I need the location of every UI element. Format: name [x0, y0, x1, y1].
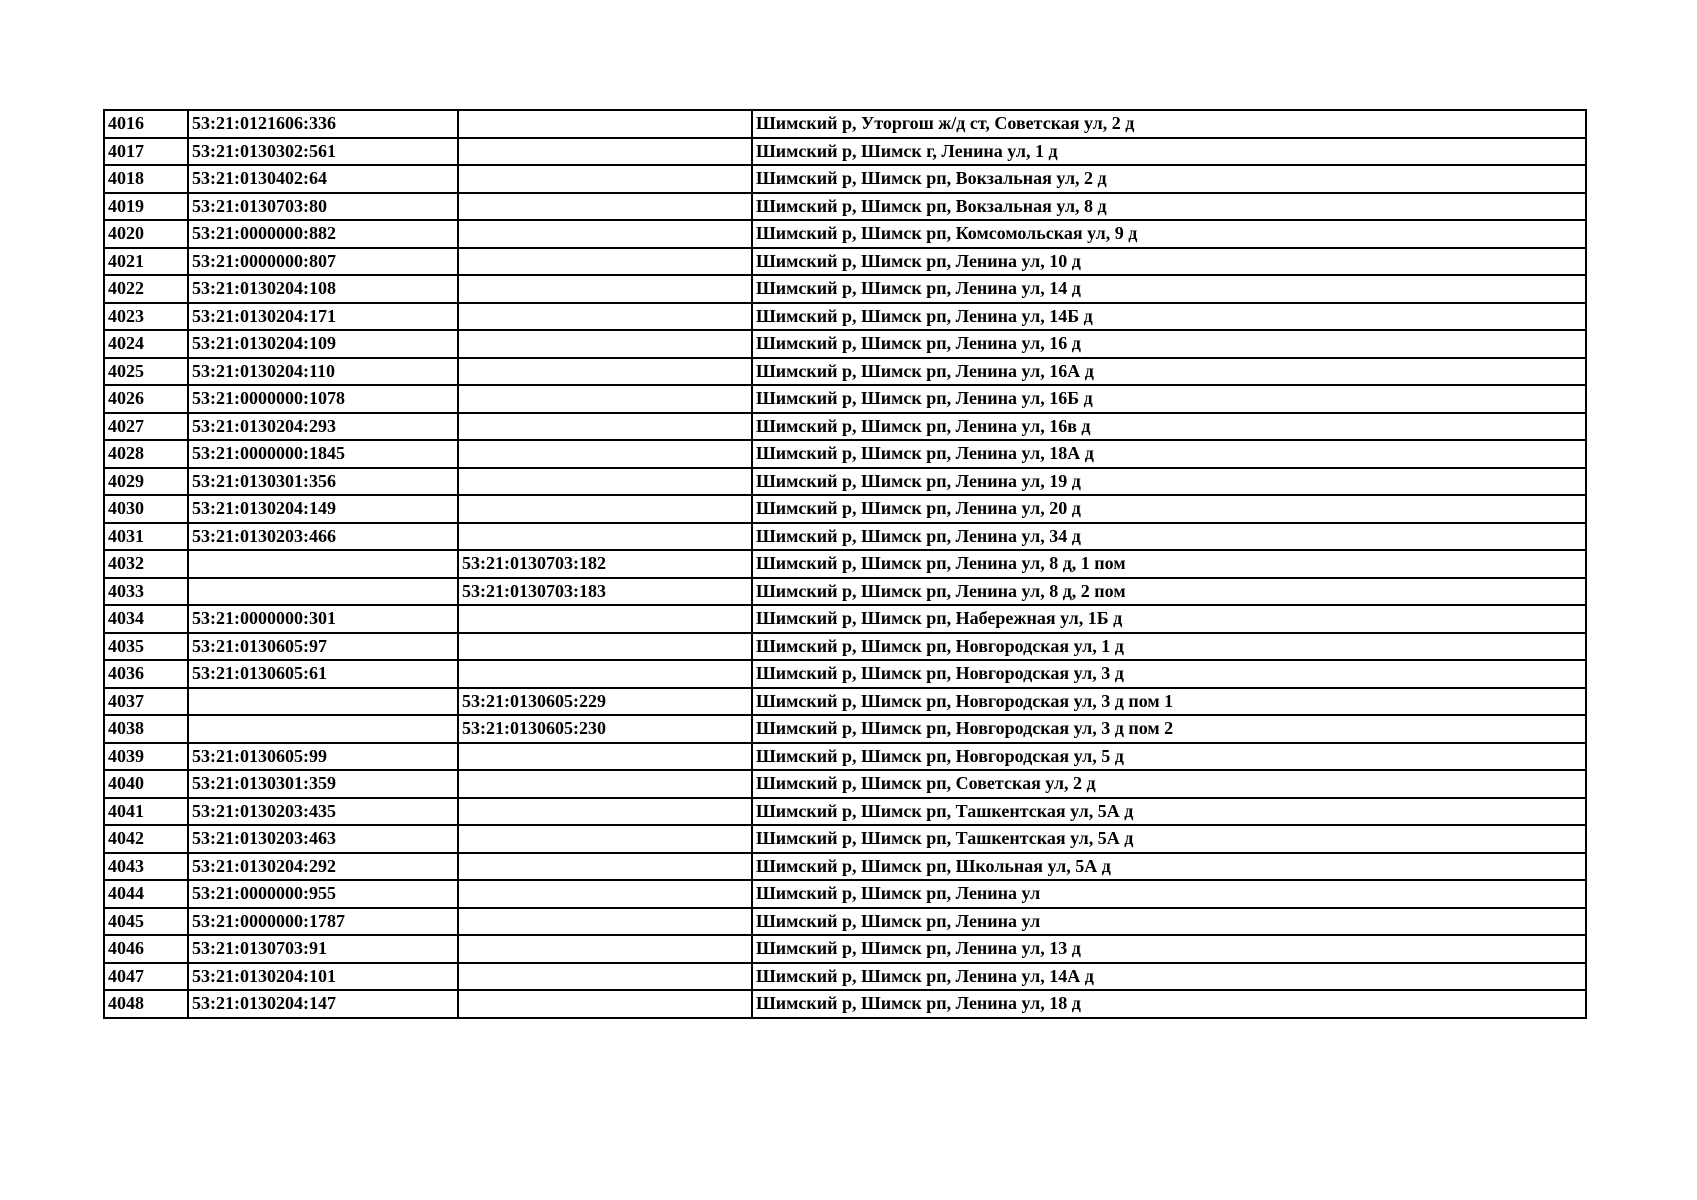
- cadastral-number-cell: 53:21:0121606:336: [188, 110, 458, 138]
- room-cadastral-number-cell: [458, 770, 752, 798]
- row-number-cell: 4018: [104, 165, 188, 193]
- cadastral-number-cell: [188, 715, 458, 743]
- address-cell: Шимский р, Шимск рп, Ленина ул, 10 д: [752, 248, 1586, 276]
- address-cell: Шимский р, Шимск рп, Комсомольская ул, 9 д: [752, 220, 1586, 248]
- cadastral-number-cell: 53:21:0130203:466: [188, 523, 458, 551]
- table-row: [104, 990, 1586, 1018]
- cadastral-number-cell: 53:21:0000000:807: [188, 248, 458, 276]
- table-row: [104, 138, 1586, 166]
- room-cadastral-number-cell: [458, 908, 752, 936]
- room-cadastral-number-cell: [458, 743, 752, 771]
- table-row: [104, 770, 1586, 798]
- row-number-cell: 4025: [104, 358, 188, 386]
- address-cell: Шимский р, Шимск рп, Ташкентская ул, 5А д: [752, 798, 1586, 826]
- room-cadastral-number-cell: 53:21:0130605:229: [458, 688, 752, 716]
- cadastral-number-cell: 53:21:0130204:147: [188, 990, 458, 1018]
- table-row: [104, 825, 1586, 853]
- row-number-cell: 4036: [104, 660, 188, 688]
- cadastral-number-cell: 53:21:0130703:80: [188, 193, 458, 221]
- address-cell: Шимский р, Шимск рп, Ленина ул, 14А д: [752, 963, 1586, 991]
- table-row: [104, 798, 1586, 826]
- table-row: [104, 165, 1586, 193]
- row-number-cell: 4019: [104, 193, 188, 221]
- cadastral-number-cell: 53:21:0130605:61: [188, 660, 458, 688]
- table-row: [104, 248, 1586, 276]
- table-row: [104, 578, 1586, 606]
- table-row: [104, 908, 1586, 936]
- table-row: [104, 220, 1586, 248]
- room-cadastral-number-cell: [458, 495, 752, 523]
- row-number-cell: 4038: [104, 715, 188, 743]
- row-number-cell: 4031: [104, 523, 188, 551]
- table-row: [104, 743, 1586, 771]
- cadastral-number-cell: [188, 688, 458, 716]
- room-cadastral-number-cell: [458, 303, 752, 331]
- row-number-cell: 4044: [104, 880, 188, 908]
- address-cell: Шимский р, Шимск рп, Ленина ул, 19 д: [752, 468, 1586, 496]
- room-cadastral-number-cell: [458, 330, 752, 358]
- cadastral-number-cell: 53:21:0000000:1845: [188, 440, 458, 468]
- address-cell: Шимский р, Шимск рп, Ленина ул, 16 д: [752, 330, 1586, 358]
- cadastral-number-cell: 53:21:0000000:1787: [188, 908, 458, 936]
- room-cadastral-number-cell: [458, 165, 752, 193]
- table-row: [104, 440, 1586, 468]
- address-cell: Шимский р, Уторгош ж/д ст, Советская ул, 2 д: [752, 110, 1586, 138]
- cadastral-number-cell: 53:21:0000000:955: [188, 880, 458, 908]
- table-row: [104, 358, 1586, 386]
- address-cell: Шимский р, Шимск рп, Новгородская ул, 3 д: [752, 660, 1586, 688]
- room-cadastral-number-cell: [458, 413, 752, 441]
- row-number-cell: 4029: [104, 468, 188, 496]
- row-number-cell: 4032: [104, 550, 188, 578]
- row-number-cell: 4035: [104, 633, 188, 661]
- room-cadastral-number-cell: [458, 275, 752, 303]
- address-cell: Шимский р, Шимск рп, Новгородская ул, 5 д: [752, 743, 1586, 771]
- address-cell: Шимский р, Шимск рп, Ленина ул, 20 д: [752, 495, 1586, 523]
- address-cell: Шимский р, Шимск рп, Школьная ул, 5А д: [752, 853, 1586, 881]
- room-cadastral-number-cell: [458, 193, 752, 221]
- row-number-cell: 4034: [104, 605, 188, 633]
- room-cadastral-number-cell: [458, 523, 752, 551]
- room-cadastral-number-cell: [458, 990, 752, 1018]
- cadastral-number-cell: 53:21:0130204:110: [188, 358, 458, 386]
- address-cell: Шимский р, Шимск рп, Ленина ул, 8 д, 2 пом: [752, 578, 1586, 606]
- row-number-cell: 4045: [104, 908, 188, 936]
- room-cadastral-number-cell: [458, 440, 752, 468]
- row-number-cell: 4016: [104, 110, 188, 138]
- room-cadastral-number-cell: [458, 798, 752, 826]
- address-cell: Шимский р, Шимск рп, Новгородская ул, 1 д: [752, 633, 1586, 661]
- room-cadastral-number-cell: [458, 358, 752, 386]
- row-number-cell: 4039: [104, 743, 188, 771]
- row-number-cell: 4020: [104, 220, 188, 248]
- table-row: [104, 633, 1586, 661]
- address-cell: Шимский р, Шимск рп, Ленина ул: [752, 880, 1586, 908]
- cadastral-number-cell: 53:21:0130204:292: [188, 853, 458, 881]
- room-cadastral-number-cell: [458, 880, 752, 908]
- table-row: [104, 330, 1586, 358]
- address-cell: Шимский р, Шимск рп, Ленина ул, 34 д: [752, 523, 1586, 551]
- cadastral-number-cell: 53:21:0130703:91: [188, 935, 458, 963]
- table-row: [104, 275, 1586, 303]
- document-page: [103, 109, 1585, 1019]
- row-number-cell: 4047: [104, 963, 188, 991]
- row-number-cell: 4042: [104, 825, 188, 853]
- cadastral-number-cell: 53:21:0130204:149: [188, 495, 458, 523]
- row-number-cell: 4030: [104, 495, 188, 523]
- room-cadastral-number-cell: [458, 963, 752, 991]
- row-number-cell: 4023: [104, 303, 188, 331]
- property-registry-table: [103, 109, 1587, 1019]
- table-row: [104, 110, 1586, 138]
- row-number-cell: 4027: [104, 413, 188, 441]
- address-cell: Шимский р, Шимск рп, Ленина ул, 16А д: [752, 358, 1586, 386]
- address-cell: Шимский р, Шимск рп, Набережная ул, 1Б д: [752, 605, 1586, 633]
- row-number-cell: 4033: [104, 578, 188, 606]
- row-number-cell: 4043: [104, 853, 188, 881]
- room-cadastral-number-cell: 53:21:0130703:182: [458, 550, 752, 578]
- table-row: [104, 550, 1586, 578]
- cadastral-number-cell: 53:21:0130302:561: [188, 138, 458, 166]
- room-cadastral-number-cell: 53:21:0130605:230: [458, 715, 752, 743]
- table-row: [104, 193, 1586, 221]
- room-cadastral-number-cell: [458, 605, 752, 633]
- cadastral-number-cell: 53:21:0000000:1078: [188, 385, 458, 413]
- address-cell: Шимский р, Шимск рп, Ленина ул, 16в д: [752, 413, 1586, 441]
- address-cell: Шимский р, Шимск рп, Новгородская ул, 3 д пом 1: [752, 688, 1586, 716]
- cadastral-number-cell: 53:21:0000000:882: [188, 220, 458, 248]
- row-number-cell: 4026: [104, 385, 188, 413]
- room-cadastral-number-cell: [458, 660, 752, 688]
- room-cadastral-number-cell: [458, 385, 752, 413]
- cadastral-number-cell: 53:21:0130204:171: [188, 303, 458, 331]
- table-row: [104, 468, 1586, 496]
- cadastral-number-cell: 53:21:0130605:99: [188, 743, 458, 771]
- table-row: [104, 660, 1586, 688]
- address-cell: Шимский р, Шимск рп, Ленина ул, 14Б д: [752, 303, 1586, 331]
- table-row: [104, 688, 1586, 716]
- cadastral-number-cell: 53:21:0130203:463: [188, 825, 458, 853]
- room-cadastral-number-cell: [458, 110, 752, 138]
- table-row: [104, 605, 1586, 633]
- table-row: [104, 385, 1586, 413]
- cadastral-number-cell: 53:21:0130301:356: [188, 468, 458, 496]
- table-row: [104, 935, 1586, 963]
- room-cadastral-number-cell: [458, 633, 752, 661]
- room-cadastral-number-cell: [458, 248, 752, 276]
- cadastral-number-cell: 53:21:0130204:109: [188, 330, 458, 358]
- room-cadastral-number-cell: [458, 138, 752, 166]
- row-number-cell: 4037: [104, 688, 188, 716]
- table-row: [104, 715, 1586, 743]
- row-number-cell: 4040: [104, 770, 188, 798]
- room-cadastral-number-cell: [458, 935, 752, 963]
- room-cadastral-number-cell: 53:21:0130703:183: [458, 578, 752, 606]
- row-number-cell: 4028: [104, 440, 188, 468]
- row-number-cell: 4048: [104, 990, 188, 1018]
- address-cell: Шимский р, Шимск рп, Ленина ул, 8 д, 1 пом: [752, 550, 1586, 578]
- address-cell: Шимский р, Шимск рп, Ленина ул, 18А д: [752, 440, 1586, 468]
- room-cadastral-number-cell: [458, 220, 752, 248]
- row-number-cell: 4024: [104, 330, 188, 358]
- row-number-cell: 4021: [104, 248, 188, 276]
- address-cell: Шимский р, Шимск рп, Ташкентская ул, 5А д: [752, 825, 1586, 853]
- table-row: [104, 523, 1586, 551]
- room-cadastral-number-cell: [458, 468, 752, 496]
- table-row: [104, 880, 1586, 908]
- address-cell: Шимский р, Шимск рп, Новгородская ул, 3 д пом 2: [752, 715, 1586, 743]
- table-body: [104, 110, 1586, 1018]
- cadastral-number-cell: 53:21:0130402:64: [188, 165, 458, 193]
- table-row: [104, 495, 1586, 523]
- address-cell: Шимский р, Шимск рп, Вокзальная ул, 2 д: [752, 165, 1586, 193]
- room-cadastral-number-cell: [458, 853, 752, 881]
- row-number-cell: 4022: [104, 275, 188, 303]
- address-cell: Шимский р, Шимск г, Ленина ул, 1 д: [752, 138, 1586, 166]
- table-row: [104, 963, 1586, 991]
- table-row: [104, 413, 1586, 441]
- cadastral-number-cell: 53:21:0130204:101: [188, 963, 458, 991]
- cadastral-number-cell: 53:21:0130203:435: [188, 798, 458, 826]
- address-cell: Шимский р, Шимск рп, Ленина ул, 14 д: [752, 275, 1586, 303]
- address-cell: Шимский р, Шимск рп, Ленина ул, 13 д: [752, 935, 1586, 963]
- address-cell: Шимский р, Шимск рп, Советская ул, 2 д: [752, 770, 1586, 798]
- cadastral-number-cell: 53:21:0130605:97: [188, 633, 458, 661]
- row-number-cell: 4041: [104, 798, 188, 826]
- address-cell: Шимский р, Шимск рп, Ленина ул, 18 д: [752, 990, 1586, 1018]
- cadastral-number-cell: [188, 550, 458, 578]
- address-cell: Шимский р, Шимск рп, Ленина ул: [752, 908, 1586, 936]
- room-cadastral-number-cell: [458, 825, 752, 853]
- cadastral-number-cell: [188, 578, 458, 606]
- cadastral-number-cell: 53:21:0130204:108: [188, 275, 458, 303]
- row-number-cell: 4046: [104, 935, 188, 963]
- address-cell: Шимский р, Шимск рп, Ленина ул, 16Б д: [752, 385, 1586, 413]
- table-row: [104, 303, 1586, 331]
- table-row: [104, 853, 1586, 881]
- cadastral-number-cell: 53:21:0000000:301: [188, 605, 458, 633]
- cadastral-number-cell: 53:21:0130301:359: [188, 770, 458, 798]
- address-cell: Шимский р, Шимск рп, Вокзальная ул, 8 д: [752, 193, 1586, 221]
- row-number-cell: 4017: [104, 138, 188, 166]
- cadastral-number-cell: 53:21:0130204:293: [188, 413, 458, 441]
